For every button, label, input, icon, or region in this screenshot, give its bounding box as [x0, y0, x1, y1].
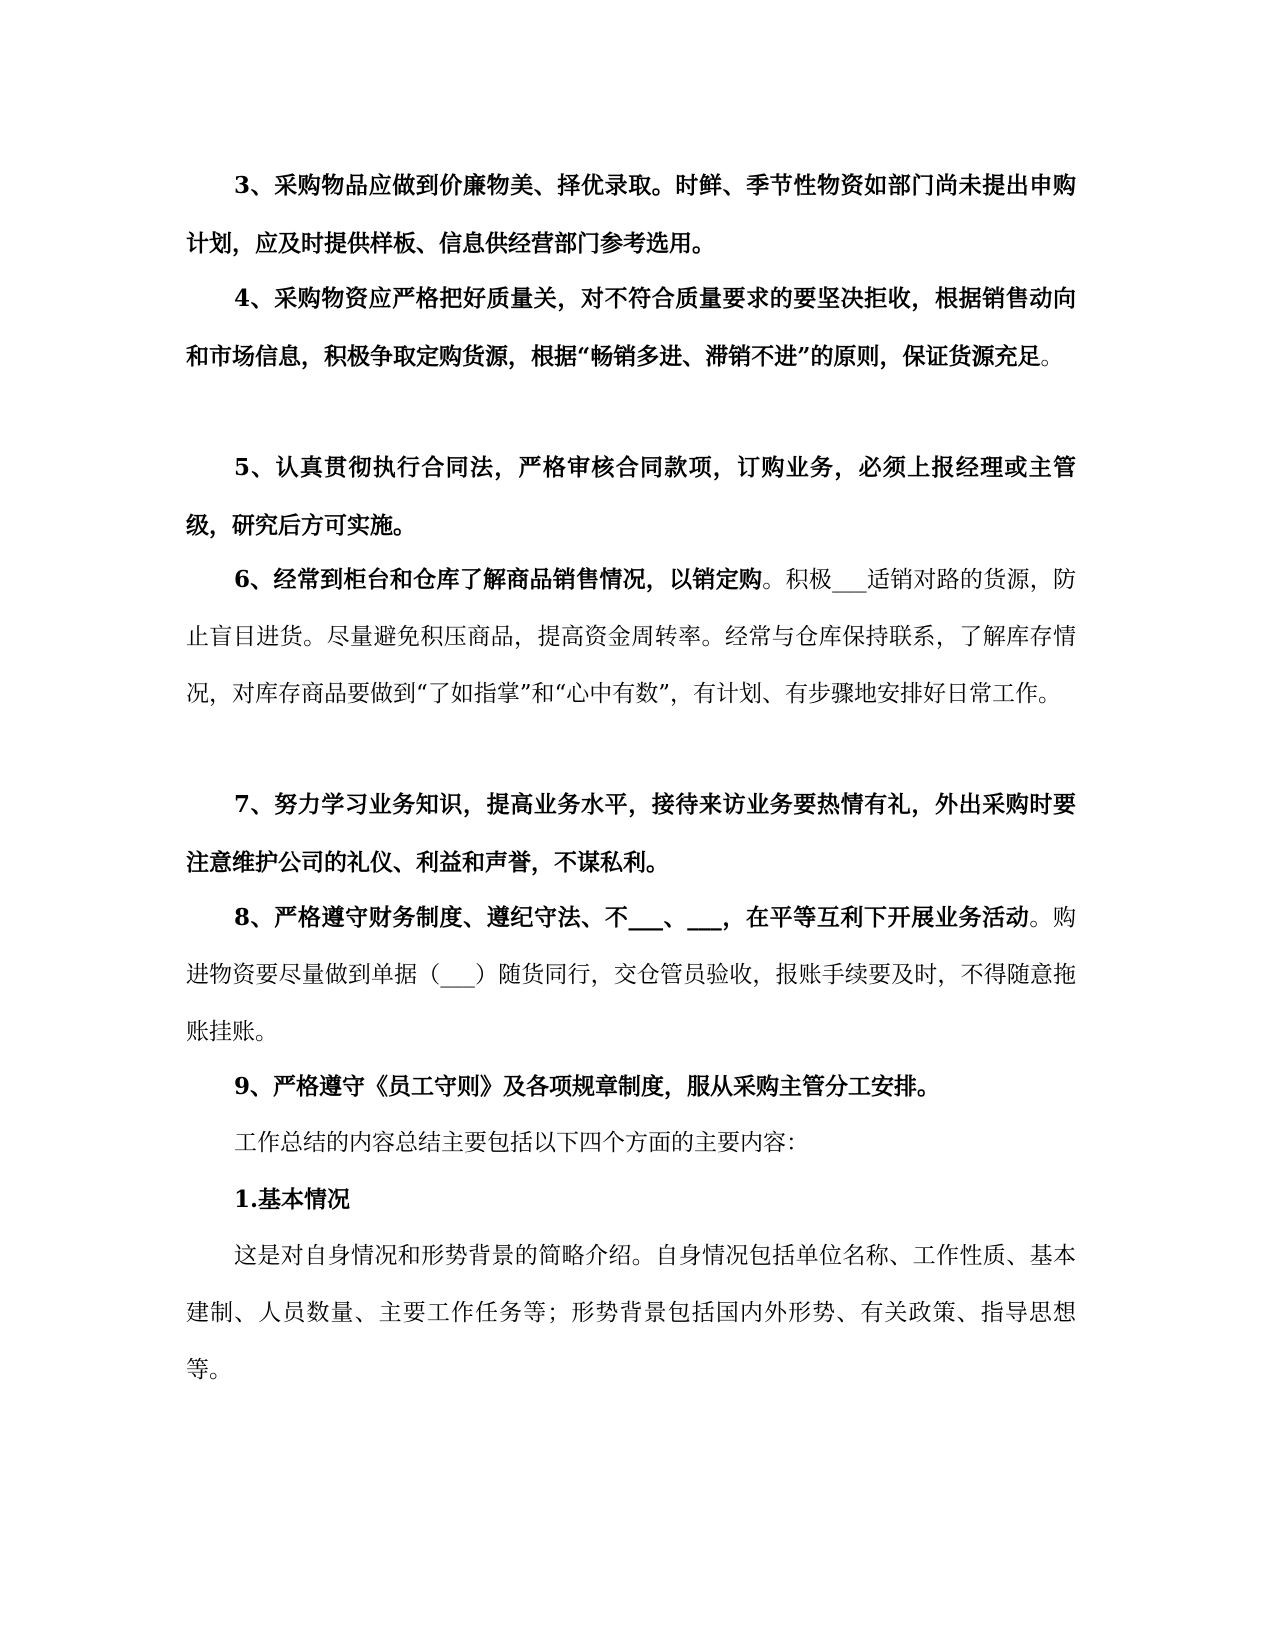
- paragraph-normal-text: 这是对自身情况和形势背景的简略介绍。自身情况包括单位名称、工作性质、基本建制、人员数量、主要工作任务等；形势背景包括国内外形势、有关政策、指导思想等。: [186, 1243, 1076, 1383]
- paragraph-bold-text: 3、采购物品应做到价廉物美、择优录取。时鲜、季节性物资如部门尚未提出申购计划，应及时提供样板、信息供经营部门参考选用。: [186, 172, 1076, 257]
- paragraph-bold-text: 7、努力学习业务知识，提高业务水平，接待来访业务要热情有礼，外出采购时要注意维护公司的礼仪、利益和声誉，不谋私利。: [186, 791, 1076, 876]
- paragraph-item-5: [186, 439, 1076, 555]
- paragraph-basic-situation: [186, 1227, 1076, 1399]
- paragraph-item-9: [186, 1058, 1076, 1116]
- paragraph-bold-text: 8、严格遵守财务制度、遵纪守法、不___、___，在平等互利下开展业务活动: [234, 904, 1030, 931]
- paragraph-normal-text: 。积极___适销对路的货源，防止盲目进货。尽量避免积压商品，提高资金周转率。经常与仓库保持联系，了解库存情况，对库存商品要做到“了如指掌”和“心中有数”，有计划、有步骤地安排好日常工作。: [186, 567, 1077, 707]
- paragraph-summary-intro: [186, 1114, 1076, 1172]
- paragraph-bold-text: 5、认真贯彻执行合同法，严格审核合同款项，订购业务，必须上报经理或主管级，研究后方可实施。: [186, 454, 1076, 539]
- paragraph-bold-text: 4、采购物资应严格把好质量关，对不符合质量要求的要坚决拒收，根据销售动向和市场信息，积极争取定购货源，根据“畅销多进、滞销不进”的原则，保证货源充足: [186, 285, 1076, 370]
- paragraph-item-6: [186, 551, 1076, 723]
- paragraph-bold-text: 9、严格遵守《员工守则》及各项规章制度，服从采购主管分工安排。: [234, 1073, 941, 1100]
- paragraph-item-4: [186, 270, 1076, 386]
- paragraph-item-8: [186, 889, 1076, 1061]
- paragraph-normal-text: 工作总结的内容总结主要包括以下四个方面的主要内容：: [234, 1130, 809, 1156]
- paragraph-bold-text: 6、经常到柜台和仓库了解商品销售情况，以销定购: [234, 566, 763, 593]
- section-heading-basic-situation: [186, 1171, 1076, 1229]
- paragraph-normal-text: 。购进物资要尽量做到单据（___）随货同行，交仓管员验收，报账手续要及时，不得随意拖账挂账。: [186, 905, 1076, 1045]
- paragraph-bold-text: 1.基本情况: [234, 1186, 351, 1213]
- paragraph-item-7: [186, 776, 1076, 892]
- paragraph-item-3: [186, 157, 1076, 273]
- paragraph-normal-text: 。: [1040, 344, 1064, 370]
